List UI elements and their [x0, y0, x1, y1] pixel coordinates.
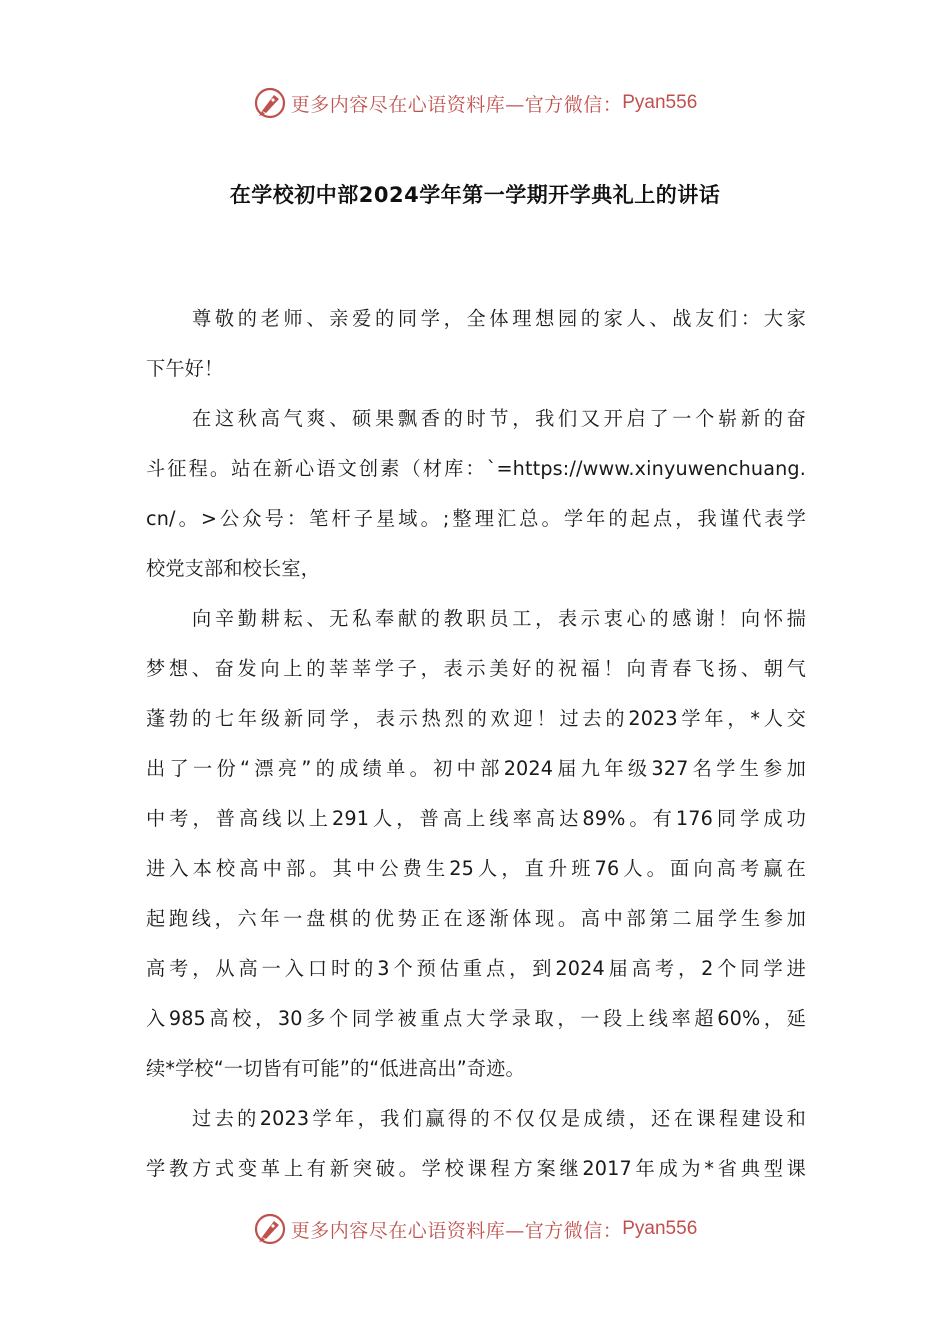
text-line: 学教方式变革上有新突破。学校课程方案继2017年成为*省典型课	[146, 1157, 806, 1180]
text-line: 起跑线，六年一盘棋的优势正在逐渐体现。高中部第二届学生参加	[146, 907, 806, 930]
text-line: 中考，普高线以上291人，普高上线率高达89%。有176同学成功	[146, 807, 806, 830]
text-line: 过去的2023学年，我们赢得的不仅仅是成绩，还在课程建设和	[192, 1107, 806, 1130]
header-watermark-banner	[0, 81, 950, 125]
wechat-id: Pyan556	[622, 1218, 698, 1239]
text-line: 校党支部和校长室，	[146, 557, 321, 580]
text-line: 下午好！	[146, 357, 224, 380]
text-line: 进入本校高中部。其中公费生25人，直升班76人。面向高考赢在	[146, 857, 806, 880]
pen-nib-logo	[253, 86, 287, 120]
wechat-id: Pyan556	[622, 92, 698, 113]
banner-text: 更多内容尽在心语资料库—官方微信：	[290, 93, 623, 116]
text-line: 在这秋高气爽、硕果飘香的时节，我们又开启了一个崭新的奋	[192, 407, 806, 430]
text-line: 蓬勃的七年级新同学，表示热烈的欢迎！过去的2023学年，*人交	[146, 707, 806, 730]
text-line: 向辛勤耕耘、无私奉献的教职员工，表示衷心的感谢！向怀揣	[192, 607, 806, 630]
text-line: 斗征程。站在新心语文创素（材库：`=https://www.xinyuwenchuang.	[146, 457, 806, 480]
document-body	[146, 294, 806, 1194]
text-line: 入985高校，30多个同学被重点大学录取，一段上线率超60%，延	[146, 1007, 806, 1030]
text-line: 出了一份“漂亮”的成绩单。初中部2024届九年级327名学生参加	[146, 757, 806, 780]
banner-text: 更多内容尽在心语资料库—官方微信：	[290, 1219, 623, 1242]
text-line: cn/。>公众号：笔杆子星域。;整理汇总。学年的起点，我谨代表学	[146, 507, 806, 530]
document-title: 在学校初中部2024学年第一学期开学典礼上的讲话	[229, 183, 721, 207]
pen-nib-logo	[253, 1212, 287, 1246]
text-line: 高考，从高一入口时的3个预估重点，到2024届高考，2个同学进	[146, 957, 806, 980]
footer-watermark-banner	[0, 1207, 950, 1251]
text-line: 续*学校“一切皆有可能”的“低进高出”奇迹。	[146, 1057, 525, 1080]
text-line: 尊敬的老师、亲爱的同学，全体理想园的家人、战友们：大家	[192, 307, 806, 330]
text-line: 梦想、奋发向上的莘莘学子，表示美好的祝福！向青春飞扬、朝气	[146, 657, 806, 680]
